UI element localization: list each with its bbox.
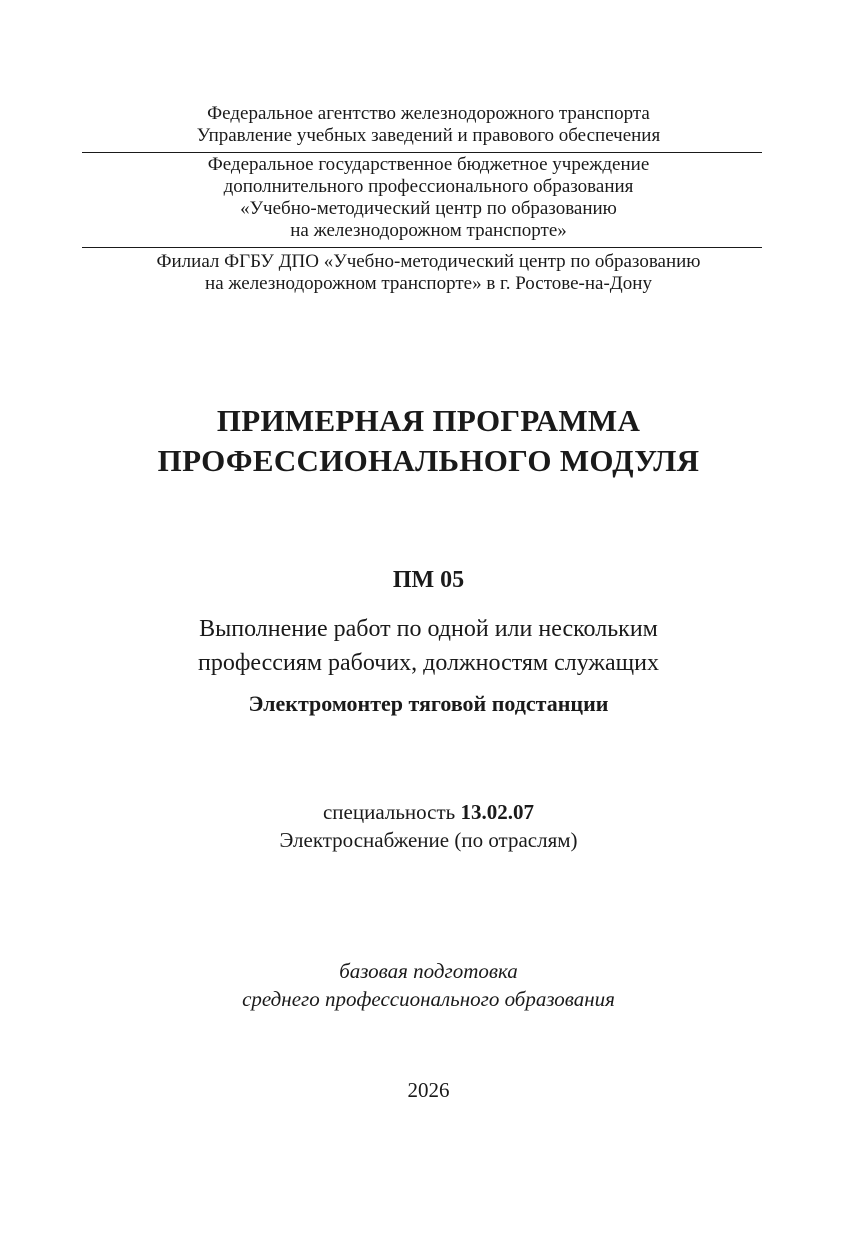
level-line-1: базовая подготовка <box>339 959 518 983</box>
module-code: ПМ 05 <box>392 567 465 593</box>
title-line-2: ПРОФЕССИОНАЛЬНОГО МОДУЛЯ <box>157 443 700 478</box>
document-title <box>0 401 857 481</box>
specialty-code: 13.02.07 <box>460 800 534 824</box>
specialty-line <box>0 798 857 826</box>
level-line-2: среднего профессионального образования <box>242 987 615 1011</box>
module-description <box>0 612 857 680</box>
agency-block <box>0 103 857 147</box>
agency-line-1: Федеральное агентство железнодорожного транспорта <box>207 103 650 124</box>
branch-block <box>0 251 857 295</box>
specialty-name: Электроснабжение (по отраслям) <box>279 828 578 852</box>
institution-line-3: «Учебно-методический центр по образованию <box>240 198 617 219</box>
institution-line-4: на железнодорожном транспорте» <box>290 220 567 241</box>
branch-line-1: Филиал ФГБУ ДПО «Учебно-методический центр по образованию <box>156 251 701 272</box>
publication-year: 2026 <box>407 1078 450 1102</box>
branch-line-2: на железнодорожном транспорте» в г. Ростове-на-Дону <box>205 273 652 294</box>
institution-line-1: Федеральное государственное бюджетное учреждение <box>207 154 650 175</box>
module-description-line-1: Выполнение работ по одной или нескольким <box>199 616 658 642</box>
title-line-1: ПРИМЕРНАЯ ПРОГРАММА <box>216 403 641 438</box>
institution-block <box>0 154 857 242</box>
header-divider-1 <box>82 152 762 153</box>
profession-title: Электромонтер тяговой подстанции <box>248 691 609 716</box>
institution-line-2: дополнительного профессионального образования <box>223 176 634 197</box>
agency-line-2: Управление учебных заведений и правового обеспечения <box>196 125 661 146</box>
education-level <box>0 957 857 1013</box>
specialty-label: специальность <box>322 800 456 824</box>
specialty-block <box>0 798 857 854</box>
header-divider-2 <box>82 247 762 248</box>
module-description-line-2: профессиям рабочих, должностям служащих <box>198 650 659 676</box>
